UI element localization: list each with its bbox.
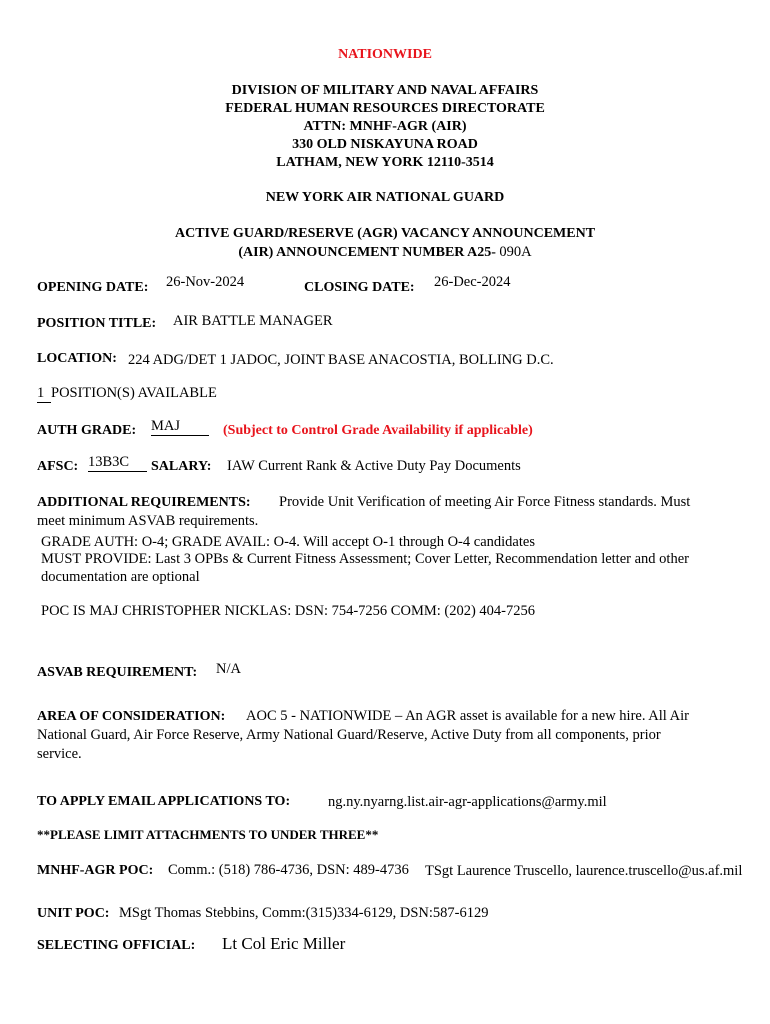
additional-requirements-label: ADDITIONAL REQUIREMENTS: <box>37 495 251 510</box>
closing-date-label: CLOSING DATE: <box>304 280 415 295</box>
area-of-consideration-line2: National Guard, Air Force Reserve, Army National Guard/Reserve, Active Duty from all components, prior <box>37 727 661 743</box>
header-announcement: ACTIVE GUARD/RESERVE (AGR) VACANCY ANNOUNCEMENT <box>174 226 596 241</box>
limit-attachments-note: **PLEASE LIMIT ATTACHMENTS TO UNDER THREE** <box>37 827 379 842</box>
mnhf-poc-name: TSgt Laurence Truscello, laurence.truscello@us.af.mil <box>425 863 743 879</box>
area-of-consideration-line1: AOC 5 - NATIONWIDE – An AGR asset is available for a new hire. All Air <box>246 708 689 724</box>
header-division: DIVISION OF MILITARY AND NAVAL AFFAIRS <box>231 83 539 98</box>
afsc-field <box>88 454 147 472</box>
header-nationwide: NATIONWIDE <box>338 47 432 62</box>
unit-poc-label: UNIT POC: <box>37 906 110 921</box>
salary-value: IAW Current Rank & Active Duty Pay Documents <box>227 458 521 474</box>
apply-label: TO APPLY EMAIL APPLICATIONS TO: <box>37 794 291 809</box>
must-provide-line1: MUST PROVIDE: Last 3 OPBs & Current Fitness Assessment; Cover Letter, Recommendation letter and other <box>41 551 689 567</box>
area-of-consideration-label: AREA OF CONSIDERATION: <box>37 709 226 724</box>
header-guard: NEW YORK AIR NATIONAL GUARD <box>265 190 505 205</box>
poc-line: POC IS MAJ CHRISTOPHER NICKLAS: DSN: 754-7256 COMM: (202) 404-7256 <box>41 603 535 619</box>
additional-requirements-text2: meet minimum ASVAB requirements. <box>37 513 259 529</box>
header-directorate: FEDERAL HUMAN RESOURCES DIRECTORATE <box>225 101 545 116</box>
header-announcement-number <box>0 244 770 261</box>
salary-label: SALARY: <box>151 459 212 474</box>
afsc-label: AFSC: <box>37 459 79 474</box>
grade-auth-line: GRADE AUTH: O-4; GRADE AVAIL: O-4. Will accept O-1 through O-4 candidates <box>41 534 535 550</box>
position-title-value: AIR BATTLE MANAGER <box>173 313 333 329</box>
location-label: LOCATION: <box>37 351 117 366</box>
auth-grade-field <box>151 418 209 436</box>
opening-date-label: OPENING DATE: <box>37 280 149 295</box>
selecting-official-value: Lt Col Eric Miller <box>222 934 346 953</box>
selecting-official-label: SELECTING OFFICIAL: <box>37 938 196 953</box>
asvab-label: ASVAB REQUIREMENT: <box>37 665 198 680</box>
announcement-number-value: 090A <box>499 244 532 260</box>
afsc-value: 13B3C <box>88 454 147 472</box>
position-title-label: POSITION TITLE: <box>37 316 157 331</box>
positions-count: 1 <box>37 385 51 403</box>
asvab-value: N/A <box>216 661 241 677</box>
location-value: 224 ADG/DET 1 JADOC, JOINT BASE ANACOSTIA, BOLLING D.C. <box>128 352 554 368</box>
auth-grade-label: AUTH GRADE: <box>37 423 137 438</box>
announcement-number-label: (AIR) ANNOUNCEMENT NUMBER A25- <box>238 245 496 260</box>
mnhf-poc-label: MNHF-AGR POC: <box>37 863 154 878</box>
auth-grade-note: (Subject to Control Grade Availability if applicable) <box>223 423 533 438</box>
must-provide-line2: documentation are optional <box>41 569 200 585</box>
unit-poc-value: MSgt Thomas Stebbins, Comm:(315)334-6129, DSN:587-6129 <box>119 905 489 921</box>
apply-email[interactable]: ng.ny.nyarng.list.air-agr-applications@army.mil <box>328 794 607 810</box>
header-city: LATHAM, NEW YORK 12110-3514 <box>276 155 494 170</box>
positions-text: POSITION(S) AVAILABLE <box>51 385 217 401</box>
auth-grade-value: MAJ <box>151 418 209 436</box>
opening-date-value: 26-Nov-2024 <box>166 274 245 290</box>
closing-date-value: 26-Dec-2024 <box>434 274 511 290</box>
header-street: 330 OLD NISKAYUNA ROAD <box>292 137 478 152</box>
mnhf-poc-value: Comm.: (518) 786-4736, DSN: 489-4736 <box>168 862 409 878</box>
area-of-consideration-line3: service. <box>37 746 82 762</box>
positions-available <box>37 385 217 403</box>
additional-requirements-text1: Provide Unit Verification of meeting Air Force Fitness standards. Must <box>279 494 691 510</box>
header-attn: ATTN: MNHF-AGR (AIR) <box>303 119 467 134</box>
